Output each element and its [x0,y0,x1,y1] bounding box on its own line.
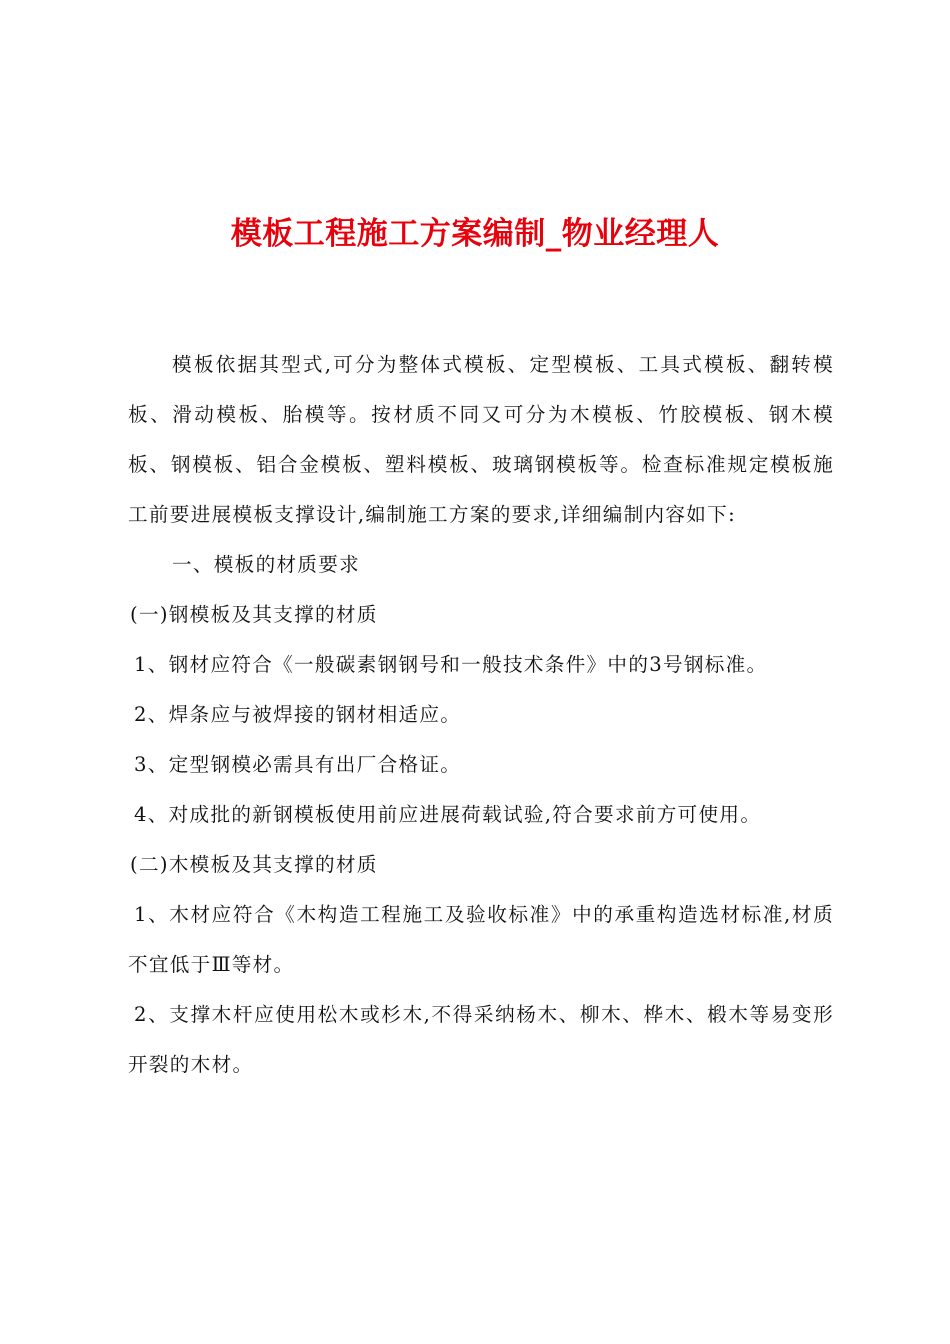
subsection-heading-wood-formwork: (二)木模板及其支撑的材质 [130,853,378,876]
section-heading-material-requirements: 一、模板的材质要求 [172,553,361,576]
subsection-heading-steel-formwork: (一)钢模板及其支撑的材质 [130,603,378,626]
list-item-steel-1: 1、钢材应符合《一般碳素钢钢号和一般技术条件》中的3号钢标准。 [134,653,768,676]
list-item-steel-2: 2、焊条应与被焊接的钢材相适应。 [134,703,462,726]
list-item-wood-2: 2、支撑木杆应使用松木或杉木,不得采纳杨木、柳木、桦木、椴木等易变形开裂的木材。 [128,1003,834,1076]
list-item-wood-1: 1、木材应符合《木构造工程施工及验收标准》中的承重构造选材标准,材质不宜低于Ⅲ等材。 [128,903,834,976]
document-title: 模板工程施工方案编制_物业经理人 [230,216,720,252]
list-item-steel-4: 4、对成批的新钢模板使用前应进展荷载试验,符合要求前方可使用。 [134,803,762,826]
list-item-steel-3: 3、定型钢模必需具有出厂合格证。 [134,753,462,776]
paragraph-intro: 模板依据其型式,可分为整体式模板、定型模板、工具式模板、翻转模板、滑动模板、胎模等。按材质不同又可分为木模板、竹胶模板、钢木模板、钢模板、铝合金模板、塑料模板、玻璃钢模板等。检查标准规定模板施工前要进展模板支撑设计,编制施工方案的要求,详细编制内容如下: [128,353,834,526]
document-body [128,340,834,1090]
